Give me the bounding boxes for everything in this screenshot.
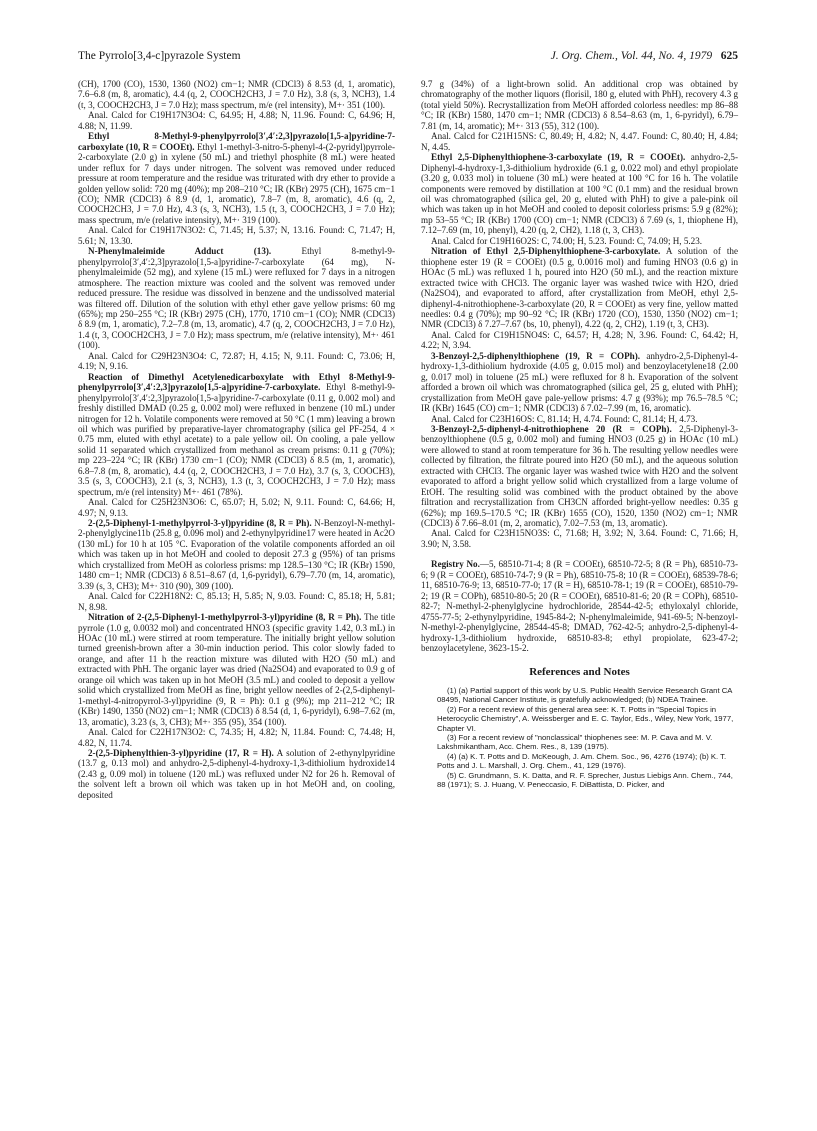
right-paragraph xyxy=(421,152,738,236)
left-paragraph xyxy=(78,748,395,800)
section-heading: Nitration of 2-(2,5-Diphenyl-1-methylpyrrol-3-yl)pyridine (8, R = Ph). xyxy=(88,612,362,623)
paragraph-text: Anal. Calcd for C19H17N3O4: C, 64.95; H, 4.88; N, 11.96. Found: C, 64.96; H, 4.88; N, 11.99. xyxy=(78,110,395,131)
left-paragraph xyxy=(78,372,395,497)
paragraph-text: Anal. Calcd for C25H23N3O6: C, 65.07; H, 5.02; N, 9.11. Found: C, 64.66; H, 4.97; N, 9.13. xyxy=(78,497,395,518)
section-heading: Reaction of Dimethyl Acetylenedicarboxylate with Ethyl 8-Methyl-9-phenylpyrrolo[3′,4′:2,3]pyrazolo[1,5-a]pyridine-7-carboxylate. xyxy=(78,371,395,393)
running-title: The Pyrrolo[3,4-c]pyrazole System xyxy=(78,50,241,62)
paragraph-text: Anal. Calcd for C23H15NO3S: C, 71.68; H, 3.92; N, 3.64. Found: C, 71.66; H, 3.90; N, 3.58. xyxy=(421,528,738,549)
section-heading: 3-Benzoyl-2,5-diphenylthiophene (19, R = COPh). xyxy=(431,350,641,361)
left-paragraph xyxy=(78,110,395,131)
right-paragraph xyxy=(421,246,738,330)
right-paragraph xyxy=(421,528,738,549)
section-heading: Ethyl 8-Methyl-9-phenylpyrrolo[3′,4′:2,3]pyrazolo[1,5-a]pyridine-7-carboxylate (10, R = COOEt). xyxy=(78,131,395,152)
left-paragraph xyxy=(78,612,395,727)
registry-heading: Registry No. xyxy=(431,559,480,570)
reference-item: (5) C. Grundmann, S. K. Datta, and R. F. Sprecher, Justus Liebigs Ann. Chem., 744, 88 (1971); S. J. Huang, V. Peneccasio, F. DiBattista, D. Picker, and xyxy=(437,770,733,789)
section-heading: Ethyl 2,5-Diphenylthiophene-3-carboxylate (19, R = COOEt). xyxy=(431,152,686,163)
journal-citation xyxy=(551,50,738,62)
paragraph-text: anhydro-2,5-Diphenyl-4-hydroxy-1,3-dithiolium hydroxide (4.05 g, 0.015 mol) and benzoylacetylene18 (2.00 g, 0.017 mol) in toluene (25 mL) were refluxed for 8 h. Evaporation of the solvent afforded a brown oil which was chromatographed (silica gel, 25 g, eluted with PhH); crystallization from MeOH gave pale-yellow prisms: 4.7 g (93%); mp 76.5–78.5 °C; IR (KBr) 1645 (CO) cm−1; NMR (CDCl3) δ 7.02–7.99 (m, 16, aromatic). xyxy=(421,350,738,414)
left-paragraph xyxy=(78,351,395,372)
right-paragraph xyxy=(421,351,738,414)
reference-item: (3) For a recent review of "nonclassical" thiophenes see: M. P. Cava and M. V. Lakshmikantham, Acc. Chem. Res., 8, 139 (1975). xyxy=(437,732,713,752)
reference-item: (2) For a recent review of this general area see: K. T. Potts in "Special Topics in Heterocyclic Chemistry", A. Weissberger and E. C. Taylor, Eds., Wiley, New York, 1977, Chapter VI. xyxy=(437,704,734,733)
section-heading: 2-(2,5-Diphenyl-1-methylpyrrol-3-yl)pyridine (8, R = Ph). xyxy=(88,518,312,529)
right-column-paragraphs xyxy=(421,79,738,549)
journal-name: J. Org. Chem., Vol. 44, No. 4, 1979 xyxy=(550,50,713,62)
section-heading: 2-(2,5-Diphenylthien-3-yl)pyridine (17, R = H). xyxy=(88,748,274,758)
left-column xyxy=(78,79,395,1109)
left-paragraph xyxy=(78,497,395,518)
left-paragraph xyxy=(78,79,395,110)
section-heading: N-Phenylmaleimide Adduct (13). xyxy=(88,246,272,257)
paragraph-text: Anal. Calcd for C19H16O2S: C, 74.00; H, 5.23. Found: C, 74.09; H, 5.23. xyxy=(431,235,703,246)
running-header xyxy=(78,50,738,66)
right-column xyxy=(421,79,738,1109)
reference-item: (4) (a) K. T. Potts and D. McKeough, J. Am. Chem. Soc., 96, 4276 (1974); (b) K. T. Potts and J. L. Marshall, J. Org. Chem., 41, 129 (1976). xyxy=(437,751,727,771)
paragraph-text: Anal. Calcd for C23H16OS: C, 81.14; H, 4.74. Found: C, 81.14; H, 4.73. xyxy=(431,413,698,424)
paragraph-text: 9.7 g (34%) of a light-brown solid. An additional crop was obtained by chromatography of the mother liquors (florisil, 180 g, eluted with PhH), recovery 4.3 g (total yield 50%). Recrystallization from MeOH afforded colorless needles: mp 86–88 °C; IR (KBr) 1580, 1470 cm−1; NMR (CDCl3) δ 8.54–8.63 (m, 1, 6-pyridyl), 6.79–7.81 (m, 14, aromatic); M+· 313 (55), 312 (100). xyxy=(421,79,738,131)
paragraph-text: 2,5-Diphenyl-3-benzoylthiophene (0.5 g, 0.002 mol) and fuming HNO3 (0.25 g) in HOAc (10 mL) were allowed to stand at room temperature for 36 h. The resulting yellow needles were collected by filtration, the filtrate poured into H2O (50 mL), and the aqueous solution extracted with CHCl3. The organic layer was washed twice with H2O and the solvent evaporated to afford a bright yellow solid which crystallized from a large volume of EtOH. The resulting solid was combined with the product obtained by the above filtration and recrystallization from CH3CN afforded bright-yellow needles: 0.35 g (62%); mp 169.5–170.5 °C; IR (KBr) 1655 (CO), 1520, 1350 (NO2) cm−1; NMR (CDCl3) δ 7.66–8.01 (m, 2, aromatic), 7.02–7.53 (m, 13, aromatic). xyxy=(421,423,738,529)
paragraph-text: (CH), 1700 (CO), 1530, 1360 (NO2) cm−1; NMR (CDCl3) δ 8.53 (d, 1, aromatic), 7.6–6.8 (m, 8, aromatic), 4.4 (q, 2, COOCH2CH3, J = 7.0 Hz), 3.8 (s, 3, NCH3), 1.4 (t, 3, COOCH2CH3, J = 7.0 Hz); mass spectrum, m/e (rel intensity), M+· 351 (100). xyxy=(78,79,395,110)
left-paragraph xyxy=(78,518,395,591)
paragraph-text: Anal. Calcd for C19H17N3O2: C, 71.45; H, 5.37; N, 13.16. Found: C, 71.47; H, 5.61; N, 13.30. xyxy=(78,225,395,246)
right-paragraph xyxy=(421,79,738,131)
paragraph-text: Anal. Calcd for C22H17N3O2: C, 74.35; H, 4.82; N, 11.84. Found: C, 74.48; H, 4.82, N, 11.74. xyxy=(78,727,395,748)
left-paragraph xyxy=(78,591,395,612)
left-paragraph xyxy=(78,131,395,225)
right-paragraph xyxy=(421,414,738,424)
paragraph-text: A solution of 2-ethynylpyridine (13.7 g, 0.13 mol) and anhydro-2,5-diphenyl-4-hydroxy-1,3-dithiolium hydroxide14 (2.43 g, 0.09 mol) in toluene (120 mL) was refluxed under N2 for 26 h. Removal of the solvent left a brown oil which was taken up in hot MeOH and, on cooling, deposited xyxy=(78,748,395,800)
references-list xyxy=(421,686,738,789)
right-paragraph xyxy=(421,131,738,152)
left-paragraph xyxy=(78,727,395,748)
section-heading: Nitration of Ethyl 2,5-Diphenylthiophene-3-carboxylate. xyxy=(431,246,661,257)
paragraph-text: Ethyl 1-methyl-3-nitro-5-phenyl-4-(2-pyridyl)pyrrole-2-carboxylate (2.0 g) in xylene (50 mL) and triethyl phosphite (8 mL) were heated under reflux for 7 days under nitrogen. The solvent was removed under reduced pressure at room temperature and the residue was triturated with dry ether to provide a golden yellow solid: 720 mg (40%); mp 208–210 °C; IR (KBr) 2975 (CH), 1675 cm−1 (CO); NMR (CDCl3) δ 8.9 (d, 1, aromatic), 7.8–7 (m, 8, aromatic), 4.6 (q, 2, COOCH2CH3, J = 7.0 Hz), 4.3 (s, 3, NCH3), 1.5 (t, 3, COOCH2CH3, J = 7.0 Hz); mass spectrum, m/e (relative intensity), M+· 319 (100). xyxy=(78,141,395,225)
section-heading: 3-Benzoyl-2,5-diphenyl-4-nitrothiophene 20 (R = COPh). xyxy=(431,423,672,434)
paragraph-text: The title pyrrole (1.0 g, 0.0032 mol) and concentrated HNO3 (specific gravity 1.42, 0.3 mL) in HOAc (10 mL) were stirred at room temperature. The initially bright yellow solution turned greenish-brown after a 30-min induction period. This color slowly faded to orange, and after 11 h the reaction mixture was diluted with H2O (50 mL) and extracted with PhH. The organic layer was dried (Na2SO4) and evaporated to 0.9 g of orange oil which was taken up in hot MeOH (3.5 mL) and cooled to deposit a yellow solid which crystallized from MeOH as fine, bright yellow needles of 2-(2,5-diphenyl-1-methyl-4-nitropyrrol-3-yl)pyridine (9, R = Ph): 0.1 g (9%); mp 211–212 °C; IR (KBr) 1490, 1350 (NO2) cm−1; NMR (CDCl3) δ 8.54 (d, 1, 6-pyridyl), 6.98–7.62 (m, 13, aromatic), 3.23 (s, 3, CH3); M+· 355 (95), 354 (100). xyxy=(78,612,395,727)
paragraph-text: anhydro-2,5-Diphenyl-4-hydroxy-1,3-dithiolium hydroxide (6.1 g, 0.022 mol) and ethyl propiolate (3.20 g, 0.033 mol) in toluene (30 mL) were heated at 100 °C for 16 h. The volatile components were removed by distillation at 100 °C (0.1 mm) and the residual brown oil was chromatographed (silica gel, 20 g, eluted with PhH) to give a pale-pink oil which was taken up in hot MeOH and cooled to deposit colorless prisms: 5.9 g (82%); mp 53–55 °C; IR (KBr) 1700 (CO) cm−1; NMR (CDCl3) δ 7.69 (s, 1, thiophene H), 7.12–7.69 (m, 10, phenyl), 4.20 (q, 2, CH2), 1.18 (t, 3, CH3). xyxy=(421,152,738,236)
paragraph-text: Ethyl 8-methyl-9-phenylpyrrolo[3′,4′:2,3]pyrazolo[1,5-a]pyridine-7-carboxylate (64 mg), N-phenylmaleimide (52 mg), and xylene (15 mL) were refluxed for 7 days in a nitrogen atmosphere. The reaction mixture was cooled and the solvent was removed under reduced pressure. The residue was dissolved in benzene and the undissolved material was filtered off. Dilution of the solution with ethyl ether gave yellow prisms: 60 mg (65%); mp 250–255 °C; IR (KBr) 2975 (CH), 1770, 1710 cm−1 (CO); NMR (CDCl3) δ 8.9 (m, 1, aromatic), 7.2–7.8 (m, 13, aromatic), 4.7 (q, 2, COOCH2CH3, J = 7.0 Hz), 1.4 (t, 3, COOCH2CH3, J = 7.0 Hz); mass spectrum, m/e (relative intensity), M+· 461 (100). xyxy=(78,246,395,351)
left-paragraph xyxy=(78,225,395,246)
page-number: 625 xyxy=(720,50,738,62)
left-paragraph xyxy=(78,246,395,351)
right-paragraph xyxy=(421,236,738,246)
references-title: References and Notes xyxy=(529,666,630,679)
paragraph-text: Anal. Calcd for C29H23N3O4: C, 72.87; H, 4.15; N, 9.11. Found: C, 73.06; H, 4.19; N, 9.16. xyxy=(78,350,395,372)
paragraph-text: Anal. Calcd for C21H15NS: C, 80.49; H, 4.82; N, 4.47. Found: C, 80.40; H, 4.84; N, 4.45. xyxy=(421,131,738,152)
right-paragraph xyxy=(421,330,738,351)
registry-text: —5, 68510-71-4; 8 (R = COOEt), 68510-72-5; 8 (R = Ph), 68510-73-6; 9 (R = COOEt), 68510-74-7; 9 (R = Ph), 68510-75-8; 10 (R = COOEt), 68539-78-6; 11, 68510-76-9; 13, 68510-77-0; 17 (R = H), 68510-78-1; 19 (R = COOEt), 68510-79-2; 19 (R = COPh), 68510-80-5; 20 (R = COOEt), 68510-81-6; 20 (R = COPh), 68510-82-7; N-methyl-2-phenylglycine hydrochloride, 28544-42-5; ethyloxalyl chloride, 4755-77-5; 2-ethynylpyridine, 1945-84-2; N-phenylmaleimide, 941-69-5; N-benzoyl-N-methyl-2-phenylglycine, 28544-45-8; DMAD, 762-42-5; anhydro-2,5-diphenyl-4-hydroxy-1,3-dithiolium hydroxide, 68510-83-8; ethyl propiolate, 623-47-2; benzoylacetylene, 3623-15-2. xyxy=(421,559,738,654)
paragraph-text: Ethyl 8-methyl-9-phenylpyrrolo[3′,4′:2,3]pyrazolo[1,5-a]pyridine-7-carboxylate (0.11 g, 0.002 mol) and freshly distilled DMAD (0.25 g, 0.002 mol) were refluxed in benzene (10 mL) under nitrogen for 12 h. Volatile components were removed at 50 °C (1 mm) leaving a brown oil which was purified by preparative-layer chromatography (silica gel PF-254, 4 × 0.75 mm, eluted with ethyl acetate) to a pale yellow oil. On cooling, a pale yellow solid 11 separated which crystallized from methanol as cream prisms: 0.11 g (70%); mp 223–224 °C; IR (KBr) 1730 cm−1 (CO); NMR (CDCl3) δ 8.5 (m, 1, aromatic), 6.8–7.8 (m, 8, aromatic), 4.4 (q, 2, COOCH2CH3, J = 7.0 Hz), 3.7 (s, 3, COOCH3), 3.5 (s, 3, COOCH3), 2.1 (s, 3, NCH3), 1.3 (t, 3, COOCH2CH3, J = 7.0 Hz); mass spectrum, m/e (rel intensity) M+· 461 (78%). xyxy=(78,382,395,497)
paragraph-text: N-Benzoyl-N-methyl-2-phenylglycine11b (25.8 g, 0.096 mol) and 2-ethynylpyridine17 were heated in Ac2O (130 mL) for 10 h at 105 °C. Evaporation of the volatile components afforded an oil which was taken up in hot MeOH and cooled to deposit 27.3 g (95%) of tan prisms which crystallized from MeOH as colorless prisms: mp 128.5–130 °C; IR (KBr) 1590, 1480 cm−1; NMR (CDCl3) δ 8.51–8.67 (d, 1,6-pyridyl), 6.79–7.70 (m, 14, aromatic), 3.39 (s, 3, CH3); M+· 310 (90), 309 (100). xyxy=(78,518,395,591)
paragraph-text: Anal. Calcd for C19H15NO4S: C, 64.57; H, 4.28; N, 3.96. Found: C, 64.42; H, 4.22; N, 3.94. xyxy=(421,329,738,351)
right-paragraph xyxy=(421,424,738,529)
paragraph-text: Anal. Calcd for C22H18N2: C, 85.13; H, 5.85; N, 9.03. Found: C, 85.18; H, 5.81; N, 8.98. xyxy=(78,591,395,612)
registry-paragraph xyxy=(421,559,738,653)
reference-item: (1) (a) Partial support of this work by U.S. Public Health Service Research Grant CA 08495, National Cancer Institute, is gratefully acknowledged; (b) NDEA Trainee. xyxy=(437,685,732,705)
paragraph-text: A solution of the thiophene ester 19 (R = COOEt) (0.5 g, 0.0016 mol) and fuming HNO3 (0.6 g) in HOAc (5 mL) was refluxed 1 h, poured into H2O (50 mL), and the reaction mixture extracted twice with CHCl3. The organic layer was washed twice with H2O, dried (Na2SO4), and evaporated to afford, after crystallization from MeOH, ethyl 2,5-diphenyl-4-nitrothiophene-3-carboxylate (20, R = COOEt) as very fine, yellow matted needles: 0.4 g (70%); mp 90–92 °C; IR (KBr) 1720 (CO), 1530, 1350 (NO2) cm−1; NMR (CDCl3) δ 7.27–7.67 (bs, 10, phenyl), 4.22 (q, 2, CH2), 1.19 (t, 3, CH3). xyxy=(421,246,738,330)
